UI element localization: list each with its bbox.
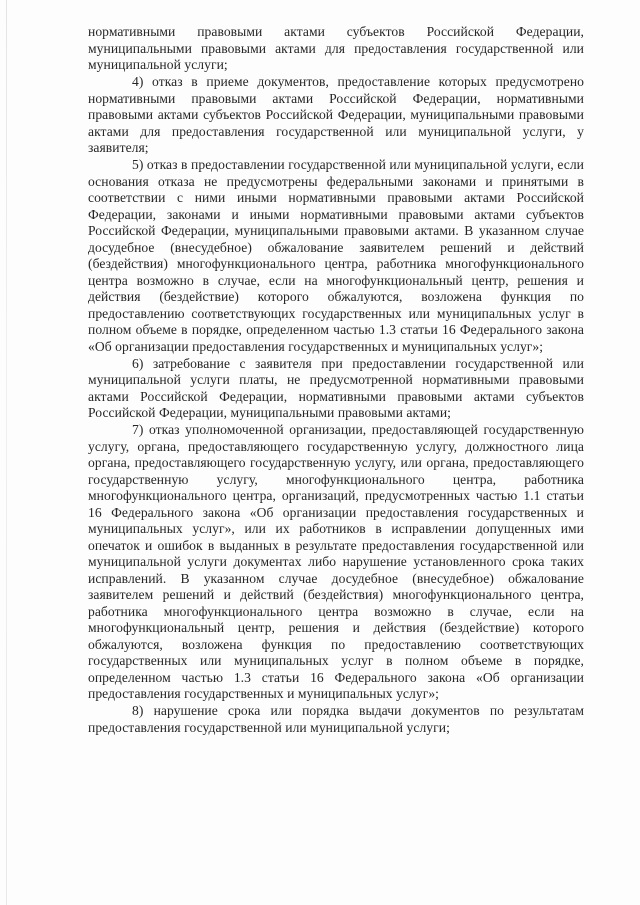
paragraph-item-8: 8) нарушение срока или порядка выдачи документов по результатам предоставления государственной или муниципальной услуги; [88,703,584,735]
document-body [88,24,584,737]
paragraph-item-5: 5) отказ в предоставлении государственной или муниципальной услуги, если основания отказа не предусмотрены федеральными законами и принятыми в соответствии с ними иными нормативными правовыми актами Российской Федерации, законами и иными нормативными правовыми актами субъектов Российской Федерации, муниципальными правовыми актами. В указанном случае досудебное (внесудебное) обжалование заявителем решений и действий (бездействия) многофункционального центра, работника многофункционального центра возможно в случае, если на многофункциональный центр, решения и действия (бездействие) которого обжалуются, возложена функция по предоставлению соответствующих государственных или муниципальных услуг в полном объеме в порядке, определенном частью 1.3 статьи 16 Федерального закона «Об организации предоставления государственных и муниципальных услуг»; [88,157,584,354]
paragraph-item-4: 4) отказ в приеме документов, предоставление которых предусмотрено нормативными правовыми актами Российской Федерации, нормативными правовыми актами субъектов Российской Федерации, муниципальными правовыми актами для предоставления государственной или муниципальной услуги, у заявителя; [88,74,584,155]
paragraph-continuation: нормативными правовыми актами субъектов Российской Федерации, муниципальными правовыми актами для предоставления государственной или муниципальной услуги; [88,24,584,72]
scan-edge [6,0,7,905]
paragraph-item-7: 7) отказ уполномоченной организации, предоставляющей государственную услугу, органа, предоставляющего государственную услугу, должностного лица органа, предоставляющего государственную услугу, или органа, предоставляющего государственную услугу, многофункционального центра, работника многофункционального центра, организаций, предусмотренных частью 1.1 статьи 16 Федерального закона «Об организации предоставления государственных и муниципальных услуг», или их работников в исправлении допущенных ими опечаток и ошибок в выданных в результате предоставления государственной или муниципальной услуги документах либо нарушение установленного срока таких исправлений. В указанном случае досудебное (внесудебное) обжалование заявителем решений и действий (бездействия) многофункционального центра, работника многофункционального центра возможно в случае, если на многофункциональный центр, решения и действия (бездействие) которого обжалуются, возложена функция по предоставлению соответствующих государственных или муниципальных услуг в полном объеме в порядке, определенном частью 1.3 статьи 16 Федерального закона «Об организации предоставления государственных и муниципальных услуг»; [88,422,584,701]
paragraph-item-6: 6) затребование с заявителя при предоставлении государственной или муниципальной услуги платы, не предусмотренной нормативными правовыми актами Российской Федерации, нормативными правовыми актами субъектов Российской Федерации, муниципальными правовыми актами; [88,355,584,420]
